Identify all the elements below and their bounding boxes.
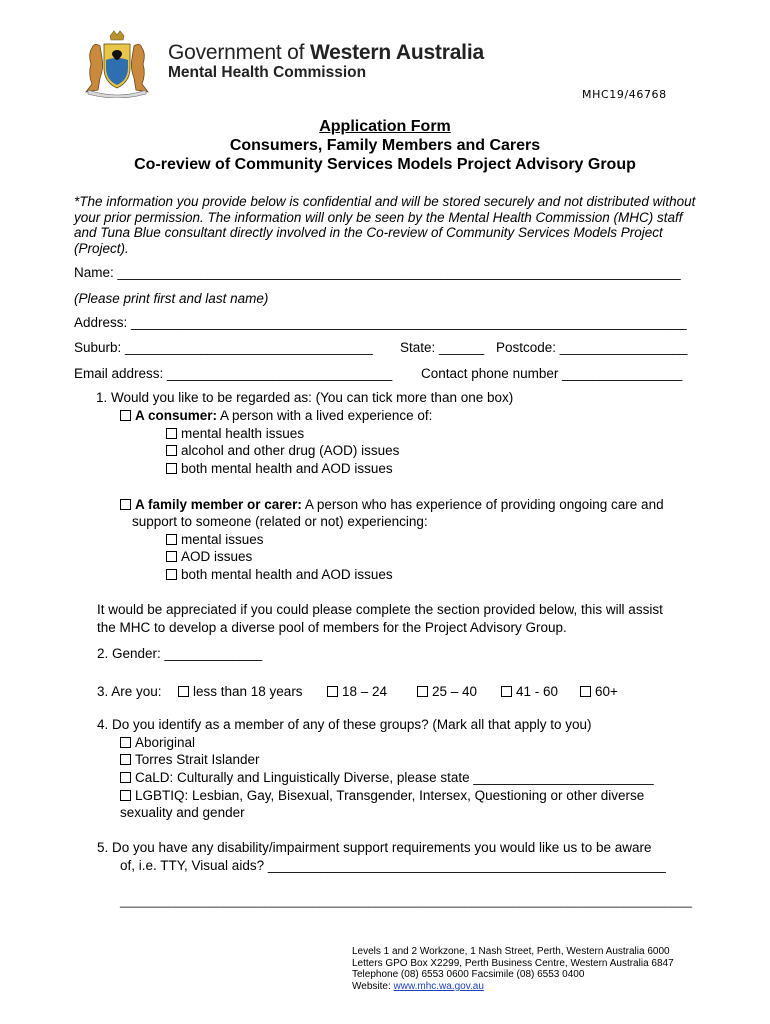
- appreciation-text-line-2: the MHC to develop a diverse pool of members for the Project Advisory Group.: [97, 620, 567, 635]
- option-label: Aboriginal: [135, 735, 196, 750]
- checkbox-icon[interactable]: [166, 428, 177, 439]
- footer-line-2: Letters GPO Box X2299, Perth Business Centre, Western Australia 6847: [352, 957, 674, 969]
- option-label: 41 - 60: [516, 684, 559, 699]
- checkbox-icon[interactable]: [178, 686, 189, 697]
- consumer-option[interactable]: [120, 408, 432, 423]
- address-field[interactable]: Address: __________________________________________________________________________: [74, 315, 687, 330]
- option-label: 25 – 40: [432, 684, 478, 699]
- checkbox-icon[interactable]: [580, 686, 591, 697]
- question-4: 4. Do you identify as a member of any of these groups? (Mark all that apply to you): [97, 717, 592, 732]
- checkbox-icon[interactable]: [120, 737, 131, 748]
- carer-suboption[interactable]: [166, 549, 252, 564]
- carer-suboption[interactable]: [166, 567, 393, 582]
- option-label: CaLD: Culturally and Linguistically Diverse, please state ________________________: [135, 770, 654, 785]
- checkbox-icon[interactable]: [120, 410, 131, 421]
- checkbox-icon[interactable]: [120, 499, 131, 510]
- phone-field[interactable]: Contact phone number ________________: [421, 366, 683, 381]
- website-link[interactable]: www.mhc.wa.gov.au: [393, 980, 484, 992]
- age-option[interactable]: [580, 684, 618, 699]
- carer-description: A person who has experience of providing ongoing care and: [301, 497, 664, 512]
- consumer-suboption[interactable]: [166, 443, 399, 458]
- suburb-field[interactable]: Suburb: _________________________________: [74, 340, 373, 355]
- age-option[interactable]: [178, 684, 303, 699]
- organisation-name-regular: Government of: [168, 41, 310, 64]
- checkbox-icon[interactable]: [120, 790, 131, 801]
- option-label: LGBTIQ: Lesbian, Gay, Bisexual, Transgender, Intersex, Questioning or other diverse: [135, 788, 645, 803]
- option-label: both mental health and AOD issues: [181, 461, 393, 476]
- question-1: 1. Would you like to be regarded as: (You can tick more than one box): [96, 390, 514, 405]
- carer-description-continued: support to someone (related or not) experiencing:: [132, 514, 428, 529]
- option-label: less than 18 years: [193, 684, 303, 699]
- form-title: Application Form: [319, 118, 451, 135]
- wa-coat-of-arms-logo: [74, 30, 160, 98]
- option-label: 18 – 24: [342, 684, 388, 699]
- checkbox-icon[interactable]: [417, 686, 428, 697]
- option-label: 60+: [595, 684, 618, 699]
- option-label: mental health issues: [181, 426, 305, 441]
- option-label: AOD issues: [181, 549, 253, 564]
- consumer-description: A person with a lived experience of:: [217, 408, 433, 423]
- organisation-name-bold: Western Australia: [309, 41, 484, 64]
- name-field[interactable]: Name: ___________________________________________________________________________: [74, 265, 681, 280]
- option-label: both mental health and AOD issues: [181, 567, 393, 582]
- checkbox-icon[interactable]: [501, 686, 512, 697]
- footer-line-3: Telephone (08) 6553 0600 Facsimile (08) 6553 0400: [352, 969, 585, 981]
- group-option[interactable]: [120, 735, 195, 750]
- postcode-field[interactable]: Postcode: _________________: [496, 340, 688, 355]
- consumer-label: A consumer:: [135, 408, 218, 423]
- checkbox-icon[interactable]: [166, 534, 177, 545]
- appreciation-text-line-1: It would be appreciated if you could please complete the section provided below, this will assist: [97, 602, 663, 617]
- group-option[interactable]: [120, 788, 644, 803]
- question-5: 5. Do you have any disability/impairment support requirements you would like us to be aware: [97, 840, 652, 855]
- carer-option[interactable]: [120, 497, 664, 512]
- commission-name: Mental Health Commission: [168, 64, 367, 81]
- checkbox-icon[interactable]: [166, 445, 177, 456]
- organisation-name: [168, 41, 484, 65]
- option-label: mental issues: [181, 532, 264, 547]
- age-option[interactable]: [417, 684, 477, 699]
- option-label: alcohol and other drug (AOD) issues: [181, 443, 400, 458]
- gender-field[interactable]: 2. Gender: _____________: [97, 646, 263, 661]
- website-label: Website:: [352, 980, 394, 992]
- checkbox-icon[interactable]: [120, 754, 131, 765]
- checkbox-icon[interactable]: [120, 772, 131, 783]
- disability-field[interactable]: of, i.e. TTY, Visual aids? _____________________________________________________: [120, 858, 666, 873]
- checkbox-icon[interactable]: [166, 463, 177, 474]
- carer-suboption[interactable]: [166, 532, 264, 547]
- confidentiality-notice: *The information you provide below is confidential and will be stored securely and not distributed without your prior permission. The information will only be seen by the Mental Health Commission (MHC) staff and Tuna Blue consultant directly involved in the Co-review of Community Services Models Project (Project).: [74, 194, 696, 256]
- option-label: Torres Strait Islander: [135, 752, 260, 767]
- group-option[interactable]: [120, 752, 260, 767]
- form-subtitle: Consumers, Family Members and Carers: [229, 137, 541, 154]
- email-field[interactable]: Email address: ______________________________: [74, 366, 393, 381]
- carer-label: A family member or carer:: [135, 497, 302, 512]
- consumer-suboption[interactable]: [166, 461, 393, 476]
- group-option[interactable]: [120, 770, 654, 785]
- reference-number: MHC19/46768: [582, 88, 667, 101]
- footer-address: [352, 946, 674, 992]
- checkbox-icon[interactable]: [166, 551, 177, 562]
- consumer-suboption[interactable]: [166, 426, 304, 441]
- age-option[interactable]: [501, 684, 558, 699]
- name-hint: (Please print first and last name): [74, 291, 269, 306]
- group-option-continued: sexuality and gender: [120, 805, 245, 820]
- checkbox-icon[interactable]: [327, 686, 338, 697]
- checkbox-icon[interactable]: [166, 569, 177, 580]
- footer-line-1: Levels 1 and 2 Workzone, 1 Nash Street, Perth, Western Australia 6000: [352, 946, 670, 957]
- form-project-title: Co-review of Community Services Models Project Advisory Group: [134, 156, 636, 173]
- question-3: 3. Are you:: [97, 684, 162, 699]
- disability-field-extra-line[interactable]: ___________________________________________________________________________________: [120, 894, 692, 908]
- footer-website: [352, 981, 674, 993]
- age-option[interactable]: [327, 684, 387, 699]
- state-field[interactable]: State: ______: [400, 340, 485, 355]
